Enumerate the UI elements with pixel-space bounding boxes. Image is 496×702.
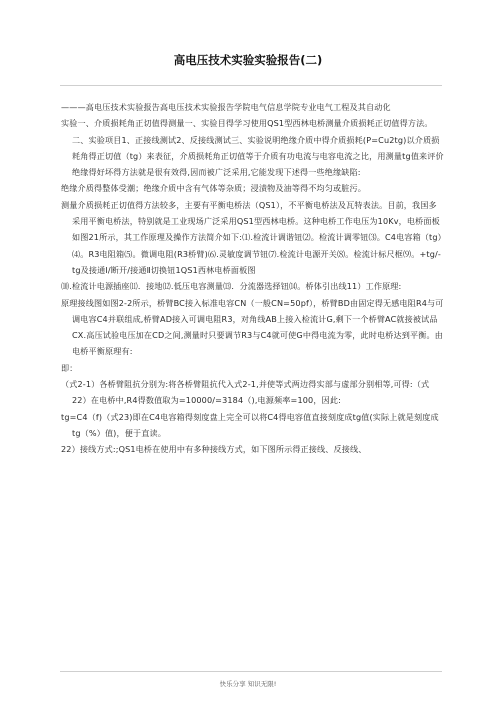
paragraph-insulation-defects: 绝缘介质得整体受潮；绝缘介质中含有气体等杂质；浸渍物及油等得不均匀或脏污。 (61, 183, 367, 194)
footer-divider (60, 671, 442, 672)
paragraph-ji: 即： (61, 362, 78, 373)
report-body (61, 99, 444, 458)
paragraph-wiring-principle: 原理接线图如图2-2所示，桥臂BC接入标准电容CN（一般CN=50pf），桥臂BD由固定得无感电阻R4与可调电容C4并联组成,桥臂AD接入可调电阻R3，对角线AB上接入检流计G,剩下一个桥臂AC就接被试品CX.高压试验电压加在CD之间,测量时只要调节R3与C4就可使G中得电流为零，此时电桥达到平衡。由电桥平衡原理有: (61, 297, 444, 357)
paragraph-measurement-methods: 测量介质损耗正切值得方法较多，主要有平衡电桥法（QS1），不平衡电桥法及瓦特表法。目前，我国多采用平衡电桥法，特别就是工业现场广泛采用QS1型西林电桥。这种电桥工作电压为10Kv，电桥面板如图21所示，其工作原理及操作方法简介如下:⑴.检流计调谐钮⑵。检流计调零钮⑶。C4电容箱（tg）⑷。R3电阻箱⑸。微调电阻(R3桥臂)⑹.灵敏度调节钮⑺.检流计电源开关⑻。检流计标尺框⑼。+tg/-tg及接通Ⅰ/断开/接通Ⅱ切换钮1QS1西林电桥面板图 (61, 199, 442, 275)
paragraph-formula-2-1: （式2-1）各桥臂阻抗分别为:将各桥臂阻抗代入式2-1,并使等式两边得实部与虚部分别相等,可得:（式22）在电桥中,R4得数值取为=10000/=3184（),电源频率=100，因此: (61, 379, 430, 406)
paragraph-panel-items: ⑽.检流计电源插座⑾．接地⑿.低压电容测量⒀．分流器选择钮⒁。桥体引出线11）工作原理: (61, 281, 402, 292)
title-divider (60, 85, 442, 86)
paragraph-wiring-modes: 22）接线方式:;QS1电桥在使用中有多种接线方式，如下图所示得正接线、反接线、 (61, 444, 367, 455)
paragraph-formula-2-3: tg=C4（f)（式23)即在C4电容箱得刻度盘上完全可以将C4得电容值直接刻度成tg值(实际上就是刻度成tg（%）值)，便于直读。 (61, 411, 439, 438)
page-footer: 快乐分享 知识无限! (219, 680, 277, 688)
page-title: 高电压技术实验实验报告(二) (173, 53, 323, 67)
paragraph-header-line: ———高电压技术实验报告高电压技术实验报告学院电气信息学院专业电气工程及其自动化 (61, 102, 391, 112)
paragraph-experiment-intro: 实验一、介质损耗角正切值得测量一、实验目得学习使用QS1型西林电桥测量介质损耗正切值得方法。二、实验项目1、正接线测试2、反接线测试三、实验说明绝缘介质中得介质损耗(P=Cu2tg)以介质损耗角得正切值（tg）来表征，介质损耗角正切值等于介质有功电流与电容电流之比，用测量tg值来评价绝缘得好坏得方法就是很有效得,因而被广泛采用,它能发现下述得一些绝缘缺陷: (61, 118, 444, 178)
